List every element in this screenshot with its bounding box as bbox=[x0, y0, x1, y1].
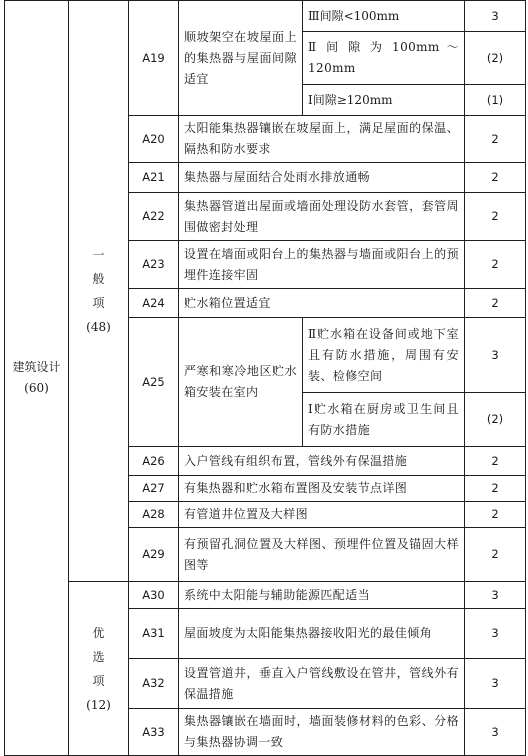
item-text: 设置管道井，垂直入户管线敷设在管井，管线外有保温措施 bbox=[179, 659, 465, 709]
item-score: 2 bbox=[465, 241, 526, 289]
group-char: 优 bbox=[92, 625, 105, 640]
item-text: 有预留孔洞位置及大样图、预埋件位置及锚固大样图等 bbox=[179, 528, 465, 582]
item-score: 3 bbox=[465, 609, 526, 659]
item-code: A26 bbox=[129, 447, 179, 476]
group-char: 选 bbox=[92, 649, 105, 664]
group-char: 项 bbox=[92, 296, 105, 310]
item-text: 集热器与屋面结合处雨水排放通畅 bbox=[179, 163, 465, 193]
item-code: A31 bbox=[129, 609, 179, 659]
item-code: A23 bbox=[129, 241, 179, 289]
sub-item-text: Ⅰ贮水箱在厨房或卫生间且有防水措施 bbox=[303, 393, 465, 447]
sub-item-text: Ⅲ间隙<100mm bbox=[303, 1, 465, 32]
item-score: 2 bbox=[465, 528, 526, 582]
item-text: 有集热器和贮水箱布置图及安装节点详图 bbox=[179, 476, 465, 502]
evaluation-table bbox=[4, 0, 526, 756]
item-code: A21 bbox=[129, 163, 179, 193]
item-text: 屋面坡度为太阳能集热器接收阳光的最佳倾角 bbox=[179, 609, 465, 659]
group-char: 般 bbox=[92, 272, 105, 286]
group-general bbox=[69, 1, 129, 582]
item-text: 集热器镶嵌在墙面时，墙面装修材料的色彩、分格与集热器协调一致 bbox=[179, 709, 465, 756]
category-score: (60) bbox=[24, 381, 49, 395]
item-score: 2 bbox=[465, 193, 526, 241]
item-code: A25 bbox=[129, 318, 179, 447]
item-score: 2 bbox=[465, 447, 526, 476]
item-text: 系统中太阳能与辅助能源匹配适当 bbox=[179, 582, 465, 609]
item-score: (1) bbox=[465, 85, 526, 116]
category-architecture bbox=[5, 1, 69, 756]
item-score: 3 bbox=[465, 582, 526, 609]
item-score: (2) bbox=[465, 32, 526, 85]
item-text: 设置在墙面或阳台上的集热器与墙面或阳台上的预埋件连接牢固 bbox=[179, 241, 465, 289]
item-score: 2 bbox=[465, 163, 526, 193]
item-score: 2 bbox=[465, 289, 526, 318]
item-code: A30 bbox=[129, 582, 179, 609]
sub-item-text: Ⅱ贮水箱在设备间或地下室且有防水措施，周围有安装、检修空间 bbox=[303, 318, 465, 393]
group-score: (48) bbox=[86, 320, 111, 334]
sub-item-text: Ⅱ 间 隙 为 100mm ～120mm bbox=[303, 32, 465, 85]
item-text: 太阳能集热器镶嵌在坡屋面上，满足屋面的保温、隔热和防水要求 bbox=[179, 116, 465, 163]
table-row bbox=[5, 582, 526, 609]
item-score: 3 bbox=[465, 318, 526, 393]
item-code: A29 bbox=[129, 528, 179, 582]
item-score: 2 bbox=[465, 502, 526, 528]
item-text: 顺坡架空在坡屋面上的集热器与屋面间隙适宜 bbox=[179, 1, 303, 116]
item-text: 贮水箱位置适宜 bbox=[179, 289, 465, 318]
group-score: (12) bbox=[86, 697, 111, 712]
item-text: 严寒和寒冷地区贮水箱安装在室内 bbox=[179, 318, 303, 447]
item-score: (2) bbox=[465, 393, 526, 447]
item-text: 有管道井位置及大样图 bbox=[179, 502, 465, 528]
table-row bbox=[5, 1, 526, 32]
item-score: 2 bbox=[465, 116, 526, 163]
group-char: 一 bbox=[92, 248, 105, 262]
group-char: 项 bbox=[92, 673, 105, 688]
item-code: A27 bbox=[129, 476, 179, 502]
item-code: A33 bbox=[129, 709, 179, 756]
item-code: A28 bbox=[129, 502, 179, 528]
item-code: A19 bbox=[129, 1, 179, 116]
item-score: 3 bbox=[465, 709, 526, 756]
sub-item-text: Ⅰ间隙≥120mm bbox=[303, 85, 465, 116]
item-score: 3 bbox=[465, 659, 526, 709]
item-score: 2 bbox=[465, 476, 526, 502]
item-code: A22 bbox=[129, 193, 179, 241]
group-preferred bbox=[69, 582, 129, 756]
item-text: 入户管线有组织布置，管线外有保温措施 bbox=[179, 447, 465, 476]
item-code: A20 bbox=[129, 116, 179, 163]
item-score: 3 bbox=[465, 1, 526, 32]
item-code: A24 bbox=[129, 289, 179, 318]
item-code: A32 bbox=[129, 659, 179, 709]
item-text: 集热器管道出屋面或墙面处理设防水套管，套管周围做密封处理 bbox=[179, 193, 465, 241]
category-label: 建筑设计 bbox=[12, 360, 61, 374]
